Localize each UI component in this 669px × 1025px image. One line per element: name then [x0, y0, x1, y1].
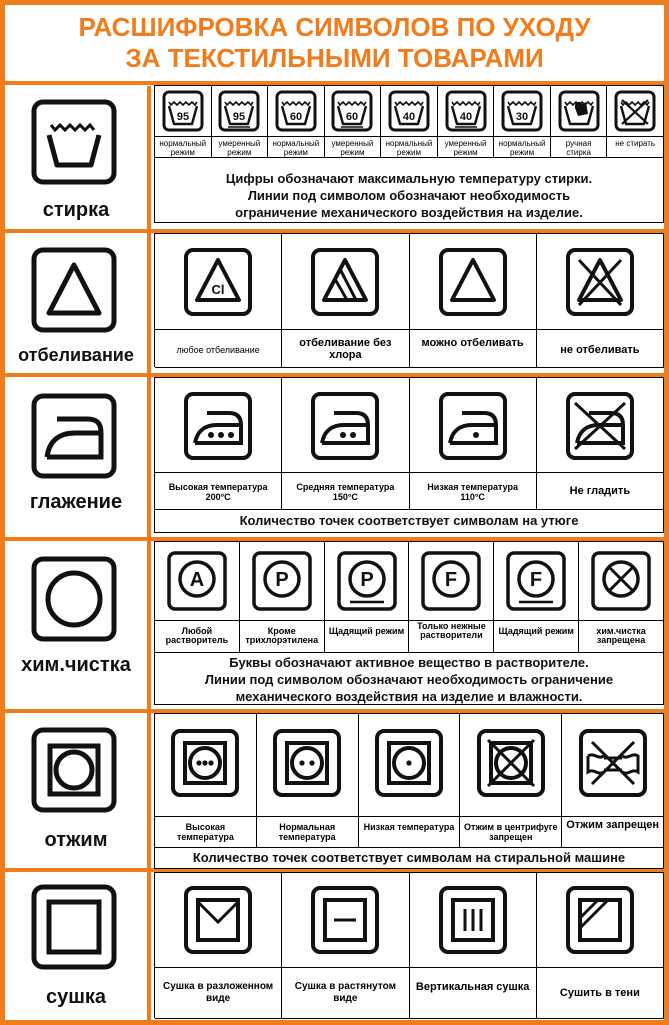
- item-caption: Щадящий режим: [328, 626, 405, 636]
- wash-symbol-grid: [154, 85, 664, 157]
- bleach-allowed-icon: [438, 247, 508, 317]
- triangle-icon: [31, 247, 117, 333]
- dryclean-cell: [409, 542, 494, 653]
- dryclean-p-mild-icon: [336, 550, 398, 612]
- spin-cell: [562, 714, 664, 848]
- item-caption: нормальный режим: [385, 139, 433, 157]
- caption-text: Низкая температура: [427, 482, 518, 492]
- wash-95-icon: [162, 90, 204, 132]
- tumble-1dot-icon: [374, 728, 444, 798]
- tumble-3dot-icon: [170, 728, 240, 798]
- item-caption: Низкая температура: [363, 822, 455, 832]
- square-icon: [31, 884, 117, 970]
- bleach-cl-cell: [155, 234, 282, 368]
- note-line: Количество точек соответствует символам на стиральной машине: [192, 850, 626, 865]
- no-bleach-cell: [537, 234, 664, 368]
- item-caption: Щадящий режим: [498, 626, 574, 636]
- bleach-allowed-cell: [410, 234, 537, 368]
- dry-flat-cell: [155, 873, 282, 1019]
- temperature-label: 110°C: [460, 492, 485, 502]
- iron-cell: [282, 378, 409, 510]
- item-caption: нормальный режим: [272, 139, 320, 157]
- solvent-letter: F: [445, 569, 458, 591]
- dry-line-icon: [310, 885, 380, 955]
- note-line: Линии под символом обозначают необходимость: [247, 188, 571, 203]
- item-caption: любое отбеливание: [176, 345, 260, 355]
- section-label: отбеливание: [18, 345, 134, 365]
- dryclean-a-icon: [166, 550, 228, 612]
- iron-icon: [31, 393, 117, 479]
- item-caption: хим.чистка запрещена: [596, 626, 646, 645]
- caption-text: Высокая температура: [168, 482, 268, 492]
- item-caption: Кроме трихлорэтилена: [245, 626, 319, 645]
- wash-tub-icon: [31, 99, 117, 185]
- drip-dry-cell: [410, 873, 537, 1019]
- temperature-label: 30: [515, 111, 529, 123]
- page-title: [5, 5, 664, 81]
- item-caption: Высокая температура: [176, 822, 234, 842]
- dryclean-cell: [494, 542, 579, 653]
- iron-2dot-icon: [310, 391, 380, 461]
- note-line: Буквы обозначают активное вещество в растворителе.: [229, 655, 589, 670]
- solvent-letter: F: [530, 569, 543, 591]
- no-bleach-icon: [565, 247, 635, 317]
- ironing-note: [154, 509, 664, 533]
- wash-cell: [607, 86, 664, 158]
- item-caption: ручная стирка: [565, 139, 592, 157]
- svg-text:Cl: Cl: [211, 282, 225, 297]
- no-wring-icon: [578, 728, 648, 798]
- note-line: Линии под символом обозначают необходимость ограничение: [204, 672, 614, 687]
- wash-cell: [551, 86, 608, 158]
- wash-95-mild-icon: [218, 90, 260, 132]
- temperature-label: 95: [176, 111, 189, 123]
- iron-1dot-icon: [438, 391, 508, 461]
- section-label: сушка: [45, 986, 107, 1008]
- item-caption: нормальный режим: [498, 139, 546, 157]
- dry-shade-cell: [537, 873, 664, 1019]
- item-caption: Вертикальная сушка: [415, 981, 530, 993]
- note-line: ограничение механического воздействия на изделие.: [235, 205, 583, 220]
- wash-cell: [494, 86, 551, 158]
- bleaching-section: [5, 233, 664, 373]
- ironing-section: [5, 377, 664, 537]
- wash-cell: [325, 86, 382, 158]
- item-caption: умеренный режим: [218, 139, 261, 157]
- no-dryclean-icon: [590, 550, 652, 612]
- item-caption: Только нежные растворители: [417, 621, 486, 640]
- section-label: глажение: [29, 491, 123, 513]
- item-caption: [410, 482, 536, 502]
- wash-40-mild-icon: [445, 90, 487, 132]
- dryclean-cell: [325, 542, 410, 653]
- dryclean-f-mild-icon: [505, 550, 567, 612]
- wash-cell: [438, 86, 495, 158]
- spin-symbol-grid: [154, 713, 664, 847]
- spin-section: [5, 713, 664, 868]
- section-label: отжим: [44, 829, 108, 851]
- dryclean-cell: [240, 542, 325, 653]
- section-label: стирка: [42, 199, 110, 221]
- iron-cell: [537, 378, 664, 510]
- hand-wash-icon: [558, 90, 600, 132]
- temperature-label: 200°C: [205, 492, 231, 502]
- drip-dry-icon: [438, 885, 508, 955]
- note-line: Количество точек соответствует символам на утюге: [239, 513, 579, 528]
- wash-cell: [268, 86, 325, 158]
- solvent-letter: P: [359, 569, 374, 591]
- item-caption: умеренный режим: [331, 139, 374, 157]
- dryclean-cell: [579, 542, 664, 653]
- no-iron-icon: [565, 391, 635, 461]
- tumble-dry-icon: [31, 727, 117, 813]
- iron-cell: [410, 378, 537, 510]
- spin-cell: [257, 714, 359, 848]
- wash-60-mild-icon: [331, 90, 373, 132]
- temperature-label: 95: [233, 111, 246, 123]
- item-caption: Отжим запрещен: [566, 819, 659, 831]
- item-caption: Нормальная температура: [278, 822, 336, 842]
- dryclean-cell: [155, 542, 240, 653]
- washing-section: [5, 85, 664, 229]
- dry-symbol-grid: [154, 872, 664, 1018]
- spin-cell: [359, 714, 461, 848]
- section-label: хим.чистка: [21, 654, 131, 676]
- item-caption: Сушить в тени: [559, 987, 640, 999]
- iron-symbol-grid: [154, 377, 664, 509]
- item-caption: [155, 482, 281, 502]
- item-caption: нормальный режим: [159, 139, 207, 157]
- bleach-cl-icon: [183, 247, 253, 317]
- title-line-1: РАСШИФРОВКА СИМВОЛОВ ПО УХОДУ: [78, 12, 591, 42]
- spin-note: [154, 847, 664, 869]
- item-caption: Сушка в разложенном виде: [163, 981, 274, 1004]
- title-line-2: ЗА ТЕКСТИЛЬНЫМИ ТОВАРАМИ: [125, 43, 544, 73]
- solvent-letter: A: [189, 569, 205, 591]
- wash-40-icon: [388, 90, 430, 132]
- spin-cell: [460, 714, 562, 848]
- no-tumble-icon: [476, 728, 546, 798]
- drying-section: [5, 872, 664, 1020]
- iron-3dot-icon: [183, 391, 253, 461]
- iron-cell: [155, 378, 282, 510]
- caption-text: Средняя температура: [296, 482, 395, 492]
- solvent-letter: P: [275, 569, 289, 591]
- drycleaning-section: [5, 541, 664, 709]
- dryclean-p-icon: [251, 550, 313, 612]
- note-line: механического воздействия на изделие и влажности.: [235, 689, 583, 704]
- tumble-2dot-icon: [272, 728, 342, 798]
- caption-text: Не гладить: [569, 485, 631, 497]
- wash-30-icon: [501, 90, 543, 132]
- item-caption: отбеливание без хлора: [299, 337, 392, 361]
- item-caption: [282, 482, 408, 502]
- item-caption: умеренный режим: [444, 139, 487, 157]
- item-caption: не отбеливать: [560, 344, 640, 356]
- dry-shade-icon: [565, 885, 635, 955]
- item-caption: Отжим в центрифуге запрещен: [464, 822, 558, 842]
- item-caption: Сушка в растянутом виде: [294, 981, 396, 1004]
- dryclean-symbol-grid: [154, 541, 664, 652]
- drycleaning-note: [154, 652, 664, 705]
- dry-line-cell: [282, 873, 409, 1019]
- item-caption: [537, 486, 663, 496]
- wash-cell: [155, 86, 212, 158]
- no-wash-icon: [614, 90, 656, 132]
- temperature-label: 60: [289, 111, 302, 123]
- bleach-symbol-grid: [154, 233, 664, 367]
- wash-60-icon: [275, 90, 317, 132]
- item-caption: Любой растворитель: [165, 626, 229, 645]
- washing-note: [154, 157, 664, 223]
- item-caption: можно отбеливать: [421, 337, 524, 349]
- spin-cell: [155, 714, 257, 848]
- circle-icon: [31, 556, 117, 642]
- temperature-label: 150°C: [332, 492, 358, 502]
- dryclean-f-icon: [420, 550, 482, 612]
- item-caption: не стирать: [615, 139, 656, 148]
- temperature-label: 40: [459, 111, 472, 123]
- wash-cell: [381, 86, 438, 158]
- bleach-non-chlorine-icon: [310, 247, 380, 317]
- temperature-label: 60: [346, 111, 359, 123]
- temperature-label: 40: [402, 111, 416, 123]
- wash-cell: [212, 86, 269, 158]
- dry-flat-icon: [183, 885, 253, 955]
- note-line: Цифры обозначают максимальную температуру стирки.: [225, 171, 593, 186]
- bleach-non-chlorine-cell: [282, 234, 409, 368]
